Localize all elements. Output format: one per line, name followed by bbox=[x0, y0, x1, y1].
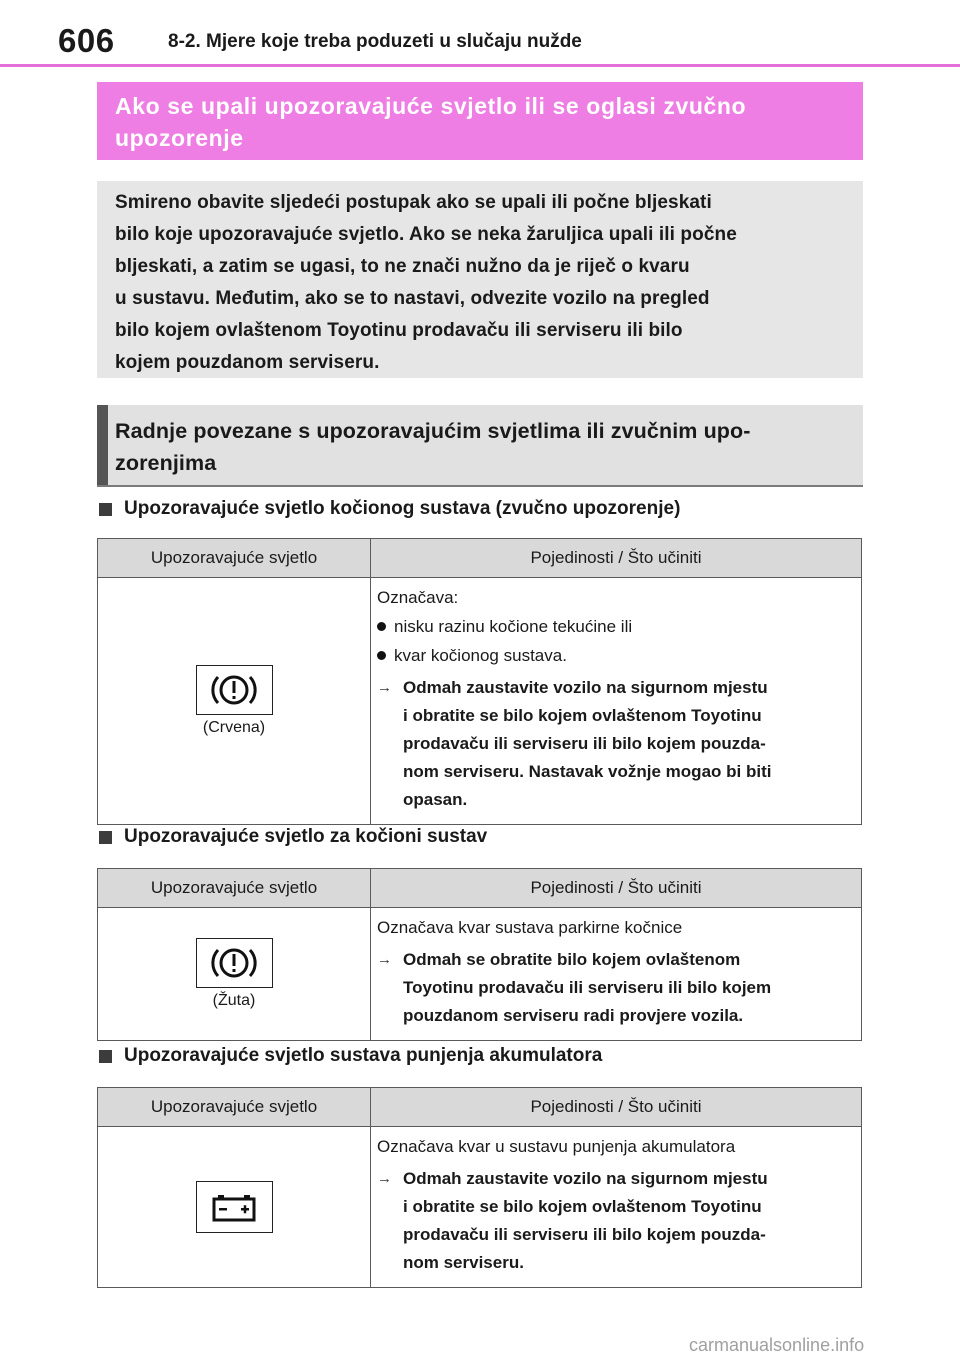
column-header-details: Pojedinosti / Što učiniti bbox=[371, 869, 862, 908]
action-line: i obratite se bilo kojem ovlaštenom Toyotinu bbox=[403, 706, 762, 725]
action-line: Odmah se obratite bilo kojem ovlaštenom bbox=[403, 950, 741, 969]
note-line: bljeskati, a zatim se ugasi, to ne znači nužno da je riječ o kvaru bbox=[115, 256, 690, 277]
bullet-item bbox=[377, 612, 851, 641]
action-line: nom serviseru. Nastavak vožnje mogao bi biti bbox=[403, 762, 772, 781]
action-text bbox=[403, 1165, 851, 1277]
section-title-line: Radnje povezane s upozoravajućim svjetlima ili zvučnim upo- bbox=[115, 419, 751, 443]
bullet-item bbox=[377, 641, 851, 670]
square-bullet-icon bbox=[99, 1050, 112, 1063]
action-item bbox=[377, 946, 851, 1030]
note-line: bilo koje upozoravajuće svjetlo. Ako se neka žaruljica upali ili počne bbox=[115, 224, 737, 245]
arrow-icon: → bbox=[377, 951, 392, 968]
intro-box bbox=[97, 82, 863, 160]
section-header bbox=[97, 405, 863, 487]
action-line: prodavaču ili serviseru ili bilo kojem pouzda- bbox=[403, 734, 766, 753]
icon-cell bbox=[98, 578, 371, 825]
subheading-brake-system bbox=[97, 826, 487, 848]
action-line: opasan. bbox=[403, 790, 468, 809]
action-line: i obratite se bilo kojem ovlaštenom Toyotinu bbox=[403, 1197, 762, 1216]
intro-title-line: Ako se upali upozoravajuće svjetlo ili se oglasi zvučno bbox=[115, 93, 747, 119]
note-line: u sustavu. Međutim, ako se to nastavi, odvezite vozilo na pregled bbox=[115, 288, 710, 309]
detail-cell bbox=[371, 908, 862, 1041]
icon-cell bbox=[98, 908, 371, 1041]
note-line: bilo kojem ovlaštenom Toyotinu prodavaču ili serviseru ili bilo bbox=[115, 320, 683, 341]
header-rule bbox=[0, 64, 960, 67]
section-title bbox=[115, 415, 850, 479]
detail-cell bbox=[371, 1127, 862, 1288]
intro-title bbox=[115, 90, 850, 154]
table-header-row bbox=[98, 539, 862, 578]
column-header-details: Pojedinosti / Što učiniti bbox=[371, 539, 862, 578]
warning-table bbox=[97, 538, 862, 825]
arrow-icon: → bbox=[377, 679, 392, 696]
section-accent-bar bbox=[97, 405, 108, 485]
icon-cell bbox=[98, 1127, 371, 1288]
bullet-dot-icon bbox=[377, 622, 386, 631]
section-title-line: zorenjima bbox=[115, 451, 217, 475]
action-line: prodavaču ili serviseru ili bilo kojem pouzda- bbox=[403, 1225, 766, 1244]
subheading-brake-warning bbox=[97, 498, 680, 520]
action-line: pouzdanom serviseru radi provjere vozila. bbox=[403, 1006, 744, 1025]
column-header-details: Pojedinosti / Što učiniti bbox=[371, 1088, 862, 1127]
detail-intro: Označava kvar sustava parkirne kočnice bbox=[377, 918, 683, 937]
action-line: nom serviseru. bbox=[403, 1253, 524, 1272]
action-line: Odmah zaustavite vozilo na sigurnom mjestu bbox=[403, 1169, 768, 1188]
arrow-icon: → bbox=[377, 1170, 392, 1187]
table-header-row bbox=[98, 869, 862, 908]
icon-caption: (Žuta) bbox=[212, 992, 256, 1009]
note-line: kojem pouzdanom serviseru. bbox=[115, 352, 380, 373]
action-item bbox=[377, 1165, 851, 1277]
detail-intro: Označava: bbox=[377, 588, 459, 607]
bullet-text: kvar kočionog sustava. bbox=[394, 646, 567, 665]
note-text bbox=[115, 187, 850, 379]
table-header-row bbox=[98, 1088, 862, 1127]
bullet-text: nisku razinu kočione tekućine ili bbox=[394, 617, 633, 636]
column-header-light: Upozoravajuće svjetlo bbox=[98, 869, 371, 908]
column-header-light: Upozoravajuće svjetlo bbox=[98, 539, 371, 578]
square-bullet-icon bbox=[99, 503, 112, 516]
detail-intro: Označava kvar u sustavu punjenja akumulatora bbox=[377, 1137, 736, 1156]
note-box bbox=[97, 181, 863, 378]
table-row bbox=[98, 1127, 862, 1288]
subheading-battery-charging bbox=[97, 1045, 602, 1067]
watermark: carmanualsonline.info bbox=[689, 1335, 865, 1355]
subheading-text: Upozoravajuće svjetlo kočionog sustava (zvučno upozorenje) bbox=[124, 498, 681, 519]
table-row bbox=[98, 578, 862, 825]
brake-system-icon bbox=[196, 938, 273, 988]
warning-table bbox=[97, 1087, 862, 1288]
column-header-light: Upozoravajuće svjetlo bbox=[98, 1088, 371, 1127]
subheading-text: Upozoravajuće svjetlo za kočioni sustav bbox=[124, 826, 488, 847]
detail-cell bbox=[371, 578, 862, 825]
warning-table bbox=[97, 868, 862, 1041]
action-line: Toyotinu prodavaču ili serviseru ili bilo kojem bbox=[403, 978, 772, 997]
intro-title-line: upozorenje bbox=[115, 125, 244, 151]
chapter-title: 8-2. Mjere koje treba poduzeti u slučaju nužde bbox=[168, 31, 582, 52]
action-text bbox=[403, 946, 851, 1030]
subheading-text: Upozoravajuće svjetlo sustava punjenja akumulatora bbox=[124, 1045, 603, 1066]
battery-icon bbox=[196, 1181, 273, 1233]
bullet-dot-icon bbox=[377, 651, 386, 660]
icon-caption: (Crvena) bbox=[202, 719, 266, 736]
action-line: Odmah zaustavite vozilo na sigurnom mjestu bbox=[403, 678, 768, 697]
note-line: Smireno obavite sljedeći postupak ako se upali ili počne bljeskati bbox=[115, 192, 712, 213]
square-bullet-icon bbox=[99, 831, 112, 844]
brake-warning-icon bbox=[196, 665, 273, 715]
action-text bbox=[403, 674, 851, 814]
page-number: 606 bbox=[58, 22, 115, 59]
action-item bbox=[377, 674, 851, 814]
table-row bbox=[98, 908, 862, 1041]
